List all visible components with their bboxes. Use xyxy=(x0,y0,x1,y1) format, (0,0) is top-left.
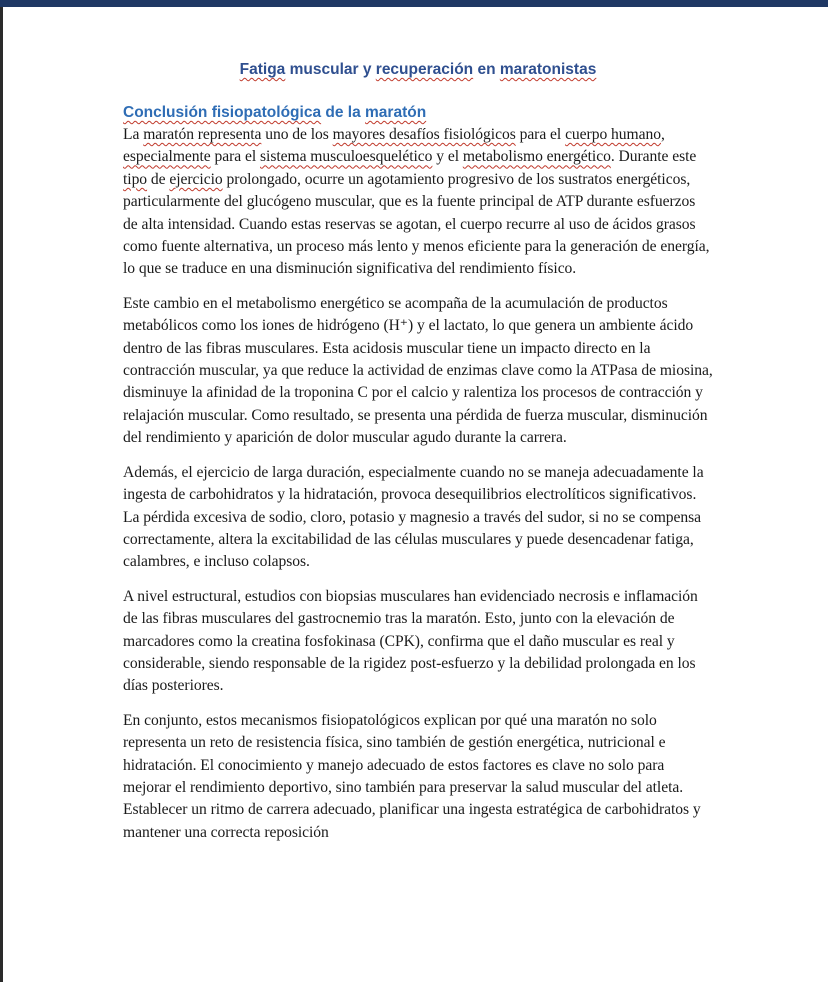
text-run: Este cambio en el metabolismo energético se acompaña de la acumulación de productos metabólicos como los iones de hidrógeno (H⁺) y el lactato, lo que genera un ambiente ácido dentro de las fibras musculares. Esta acidosis muscular tiene un impacto directo en la contracción muscular, ya que reduce la actividad de enzimas clave como la ATPasa de miosina, disminuye la afinidad de la troponina C por el calcio y ralentiza los procesos de contracción y relajación muscular. Como resultado, se presenta una pérdida de fuerza muscular, disminución del rendimiento y aparición de dolor muscular agudo durante la carrera. xyxy=(123,294,713,447)
window-top-bar xyxy=(0,0,828,7)
spellcheck-flagged-text: recuperación xyxy=(375,61,474,78)
document-page[interactable] xyxy=(123,58,713,856)
text-run: para el xyxy=(210,148,261,166)
spellcheck-flagged-text: maratón representa xyxy=(143,126,262,143)
paragraph-5 xyxy=(123,710,713,844)
spellcheck-flagged-text: mayores desafíos fisiológicos xyxy=(332,126,516,143)
spellcheck-flagged-text: especialmente xyxy=(123,148,211,166)
spellcheck-flagged-text: metabolismo energético xyxy=(462,148,611,166)
text-run: A nivel estructural, estudios con biopsias musculares han evidenciado necrosis e inflamación de las fibras musculares del gastrocnemio tras la maratón. Esto, junto con la elevación de marcadores como la creatina fosfokinasa (CPK), confirma que el daño muscular es real y considerable, siendo responsable de la rigidez post-esfuerzo y la debilidad prolongada en los días posteriores. xyxy=(123,587,698,695)
text-run: , xyxy=(660,126,665,143)
spellcheck-flagged-text: cuerpo humano xyxy=(565,126,661,143)
text-run: de la xyxy=(321,104,366,121)
text-run: muscular y xyxy=(285,61,376,78)
document-title xyxy=(123,58,713,82)
text-run: en xyxy=(473,61,500,78)
paragraph-4 xyxy=(123,586,713,698)
text-run: y el xyxy=(432,148,463,166)
spellcheck-flagged-text: maratón xyxy=(365,104,427,121)
spellcheck-flagged-text: Fatiga xyxy=(239,61,286,78)
text-run: para el xyxy=(515,126,566,143)
spellcheck-flagged-text: Conclusión fisiopatológica xyxy=(123,104,322,121)
text-run: Además, el ejercicio de larga duración, especialmente cuando no se maneja adecuadamente la ingesta de carbohidratos y la hidratación, provoca desequilibrios electrolíticos significativos. La pérdida excesiva de sodio, cloro, potasio y magnesio a través del sudor, si no se compensa correctamente, altera la excitabilidad de las células musculares y puede desencadenar fatiga, calambres, e incluso colapsos. xyxy=(123,463,704,571)
section-heading xyxy=(123,102,713,124)
spellcheck-flagged-text: maratonistas xyxy=(499,61,597,78)
text-run: La xyxy=(123,126,144,143)
spellcheck-flagged-text: ejercicio xyxy=(169,170,223,188)
paragraph-3 xyxy=(123,462,713,574)
paragraph-2 xyxy=(123,293,713,450)
text-run: prolongado, ocurre un agotamiento progresivo de los sustratos energéticos, particularmente del glucógeno muscular, que es la fuente principal de ATP durante esfuerzos de alta intensidad. Cuando estas reservas se agotan, el cuerpo recurre al uso de ácidos grasos como fuente alternativa, un proceso más lento y menos eficiente para la generación de energía, lo que se traduce en una disminución significativa del rendimiento físico. xyxy=(123,170,710,278)
text-run: En conjunto, estos mecanismos fisiopatológicos explican por qué una maratón no solo representa un reto de resistencia física, sino también de gestión energética, nutricional e hidratación. El conocimiento y manejo adecuado de estos factores es clave no solo para mejorar el rendimiento deportivo, sino también para preservar la salud muscular del atleta. Establecer un ritmo de carrera adecuado, planificar una ingesta estratégica de carbohidratos y mantener una correcta reposición xyxy=(123,711,701,841)
paragraph-1 xyxy=(123,124,713,281)
spellcheck-flagged-text: tipo xyxy=(123,170,148,188)
window-left-edge xyxy=(0,7,3,982)
text-run: uno de los xyxy=(261,126,333,143)
text-run: . Durante este xyxy=(610,148,697,166)
spellcheck-flagged-text: sistema musculoesquelético xyxy=(260,148,433,166)
text-run: de xyxy=(147,170,170,188)
